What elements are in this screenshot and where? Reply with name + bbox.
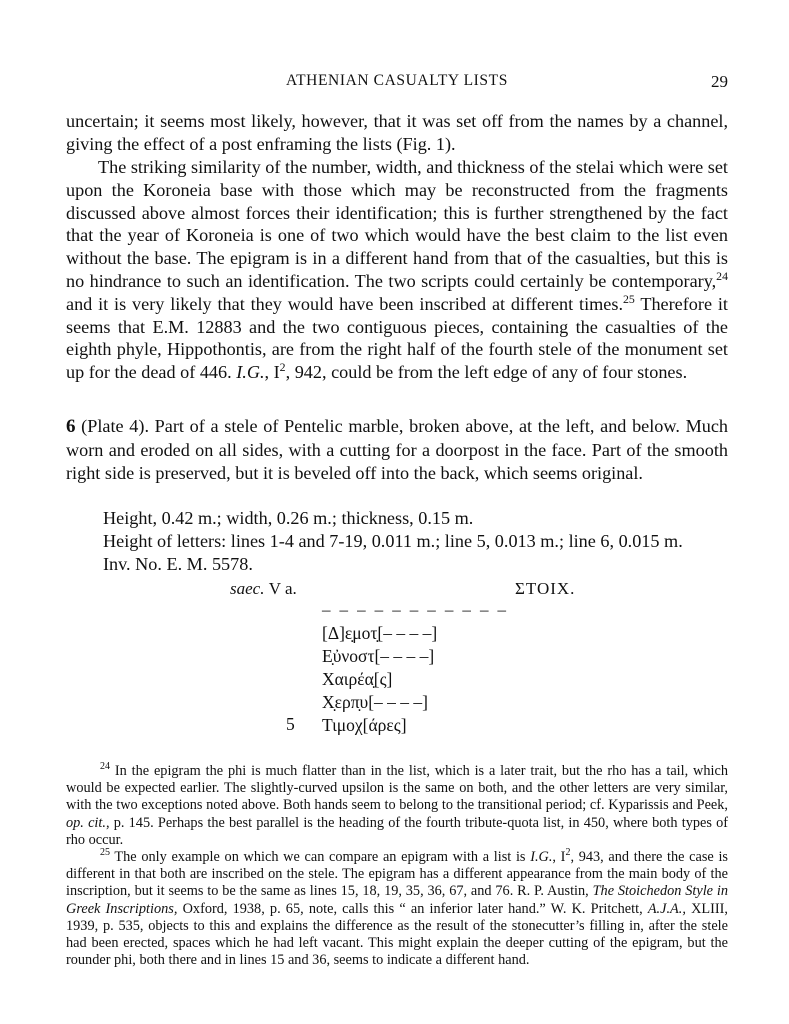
fn25-a: The only example on which we can compare an epigram with a list is <box>110 849 531 866</box>
specs-dimensions: Height, 0.42 m.; width, 0.26 m.; thickness, 0.15 m. <box>103 508 474 528</box>
entry-6-text <box>66 415 728 484</box>
p2-part5: , 942, could be from the left edge of any of four stones. <box>285 362 688 383</box>
footnote-ref-25: 25 <box>623 291 635 306</box>
inscription-line-3: Χαιρέα̣[ς] <box>322 669 393 689</box>
specs-block <box>103 507 728 575</box>
p2-part2: and it is very likely that they would have been inscribed at different times. <box>66 293 623 314</box>
fn24-a: In the epigram the phi is much flatter than in the list, which is a later trait, but the rho has a tail, which would be expected earlier. The slightly-curved upsilon is the same on both, and the other letters are very similar, with the two exceptions noted above. Both hands seem to belong to the transitional period; cf. Kyparissis and Peek, <box>66 763 728 814</box>
inscription-line-1: [Δ]ε̣μοτ̣[– – – –] <box>322 623 438 643</box>
date-label <box>230 579 297 601</box>
fn25-e: XLIII, 1939, p. 535, objects to this and explains the difference as the result of the stonecutter’s filling in, after the stele had been erected, spaces which he had left vacant. This might explain the deeper cutting of the epigram, but the rounder phi, both there and in lines 15 and 36, seems to indicate a different hand. <box>66 900 728 969</box>
inscription-line-5: Τιμοχ[άρες] <box>322 715 407 735</box>
fn24-opcit: op. cit. <box>66 814 106 831</box>
footnote-ref-24: 24 <box>716 268 728 283</box>
specs-letter-heights: Height of letters: lines 1-4 and 7-19, 0.011 m.; line 5, 0.013 m.; line 6, 0.015 m. <box>103 530 683 551</box>
running-head <box>66 72 728 96</box>
p2-part3: Therefore it seems that E.M. 12883 and the two contiguous pieces, containing the casualties of the eighth phyle, Hippothontis, are from the right half of the fourth stele of the monument set up for the dead of 446. <box>66 293 728 383</box>
footnotes <box>66 763 728 969</box>
stoich-label: ΣTOIX. <box>515 579 576 598</box>
fn25-aja: A.J.A., <box>647 900 686 917</box>
fn25-c: , 943, and there the case is different in that both are inscribed on the stele. The epigram has a different appearance from the main body of the inscription, but it seems to be the same as lines 15, 18, 19, 35, 36, 67, and 76. R. P. Austin, <box>66 849 728 900</box>
fn25-sup: 2 <box>565 847 571 859</box>
inscription-text <box>322 622 622 737</box>
p2-ig: I.G. <box>236 362 265 383</box>
saec-label: saec. <box>230 579 265 598</box>
p2-part4: , I <box>264 362 280 383</box>
paragraph-1-text: uncertain; it seems most likely, however, that it was set off from the names by a channel, giving the effect of a post enframing the lists (Fig. 1). <box>66 111 728 154</box>
footnote-24-mark: 24 <box>100 761 110 773</box>
page-number: 29 <box>711 72 728 91</box>
lacuna-dashes: – – – – – – – – – – – <box>322 600 509 619</box>
footnote-25 <box>66 849 728 969</box>
paragraph-continuation <box>66 110 728 156</box>
entry-description: (Plate 4). Part of a stele of Pentelic marble, broken above, at the left, and below. Much worn and eroded on all sides, with a cutting for a doorpost in the face. Part of the smooth right side is preserved, but it is beveled off into the back, which seems original. <box>66 416 728 483</box>
saec-century: V a. <box>268 579 297 598</box>
fn25-ig: I.G. <box>530 849 553 866</box>
entry-6 <box>66 415 728 484</box>
fn25-d: Oxford, 1938, p. 65, note, calls this “ an inferior later hand.” W. K. Pritchett, <box>177 900 648 917</box>
fn25-title: The Stoichedon Style in Greek Inscriptions, <box>66 883 728 917</box>
inscription-line-2: Ε̣ὐνοστ[– – – –] <box>322 646 435 666</box>
inscription-line-number: 5 <box>286 714 295 734</box>
inscription-line-4: Χ̣ερπ̣υ[– – – –] <box>322 692 428 712</box>
entry-number: 6 <box>66 416 76 437</box>
paragraph-2-text <box>66 156 728 384</box>
specs-inventory: Inv. No. E. M. 5578. <box>103 553 253 574</box>
p2-sup2: 2 <box>279 360 286 375</box>
fn24-b: , p. 145. Perhaps the best parallel is the heading of the fourth tribute-quota list, in 450, where both types of rho occur. <box>66 814 729 848</box>
fn25-b: , I <box>552 849 566 866</box>
paragraph-identification <box>66 156 728 384</box>
footnote-25-mark: 25 <box>100 847 110 859</box>
running-head-title: ATHENIAN CASUALTY LISTS <box>286 72 508 89</box>
p2-part1: The striking similarity of the number, width, and thickness of the stelai which were set upon the Koroneia base with those which may be reconstructed from the fragments discussed above almost forces their identification; this is further strengthened by the fact that the year of Koroneia is one of two which would have the best claim to the list even without the base. The epigram is in a different hand from that of the casualties, but this is no hindrance to such an identification. The two scripts could certainly be contemporary, <box>66 157 728 291</box>
footnote-24 <box>66 763 728 849</box>
